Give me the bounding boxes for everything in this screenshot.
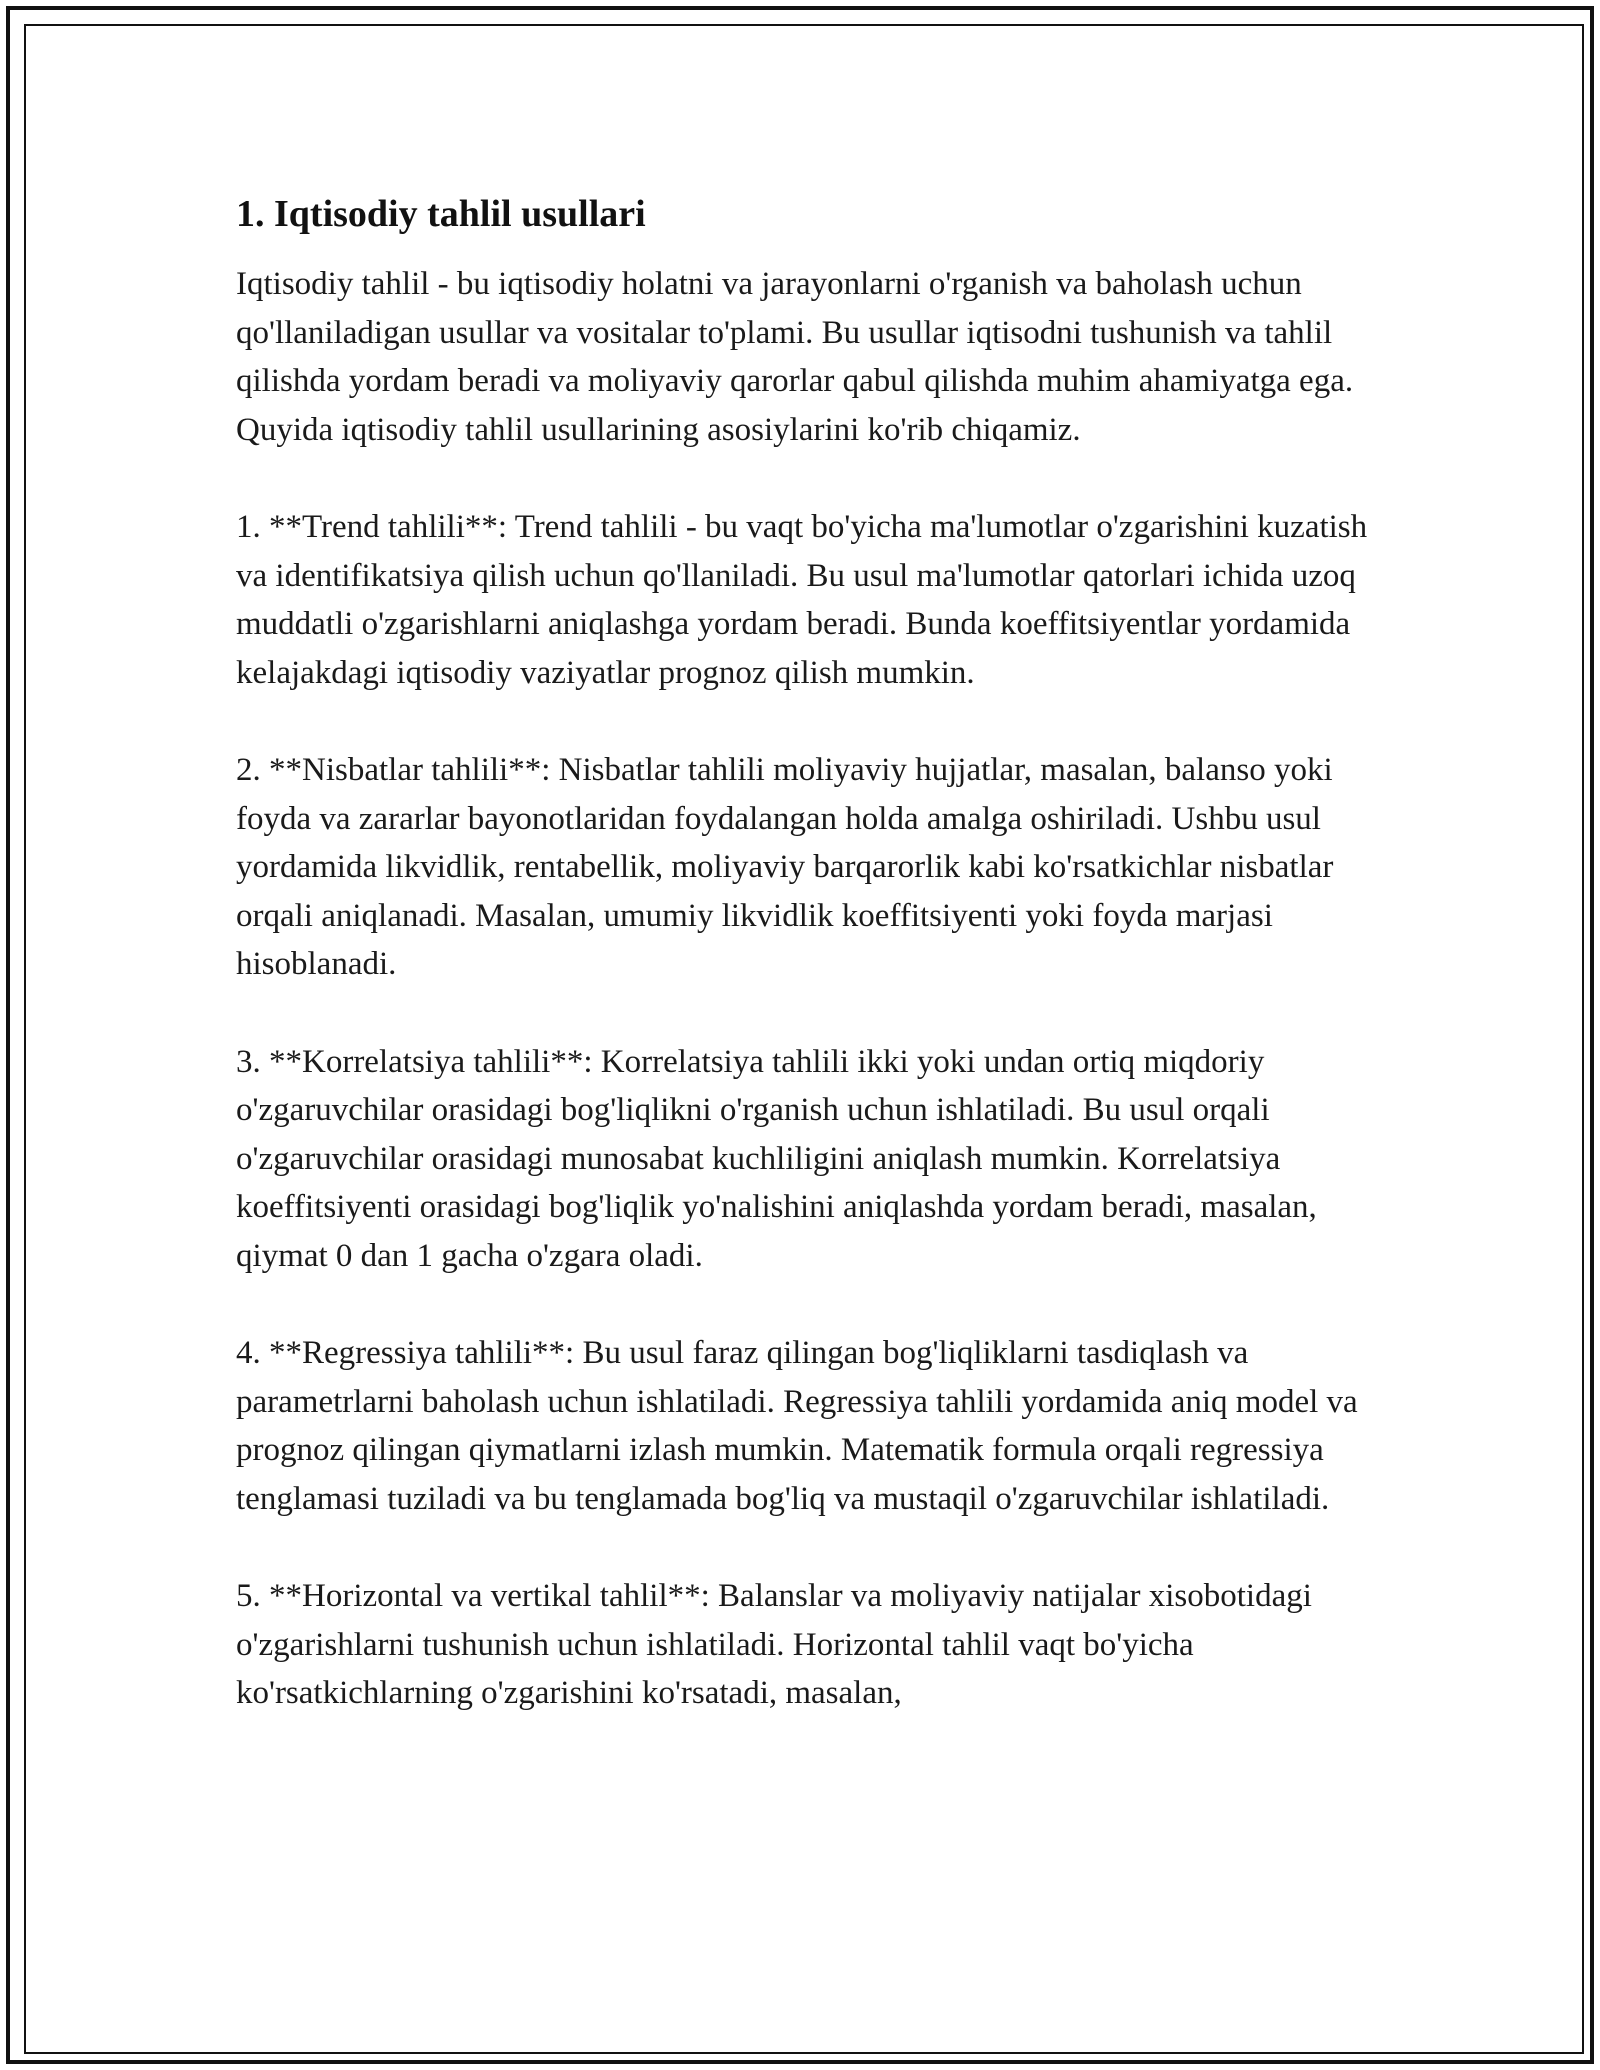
horizontal-vertical-analysis-paragraph: 5. **Horizontal va vertikal tahlil**: Balanslar va moliyaviy natijalar xisobotidagi o'zgarishlarni tushunish uchun ishlatiladi. Horizontal tahlil vaqt bo'yicha ko'rsatkichlarning o'zgarishini ko'rsatadi, masalan, [236,1578,1312,1711]
regression-analysis-paragraph: 4. **Regressiya tahlili**: Bu usul faraz qilingan bog'liqliklarni tasdiqlash va parametrlarni baholash uchun ishlatiladi. Regressiya tahlili yordamida aniq model va prognoz qilingan qiymatlarni izlash mumkin. Matematik formula orqali regressiya tenglamasi tuziladi va bu tenglamada bog'liq va mustaqil o'zgaruvchilar ishlatiladi. [236,1335,1358,1517]
intro-paragraph: Iqtisodiy tahlil - bu iqtisodiy holatni va jarayonlarni o'rganish va baholash uchun qo'llaniladigan usullar va vositalar to'plami. Bu usullar iqtisodni tushunish va tahlil qilishda yordam beradi va moliyaviy qarorlar qabul qilishda muhim ahamiyatga ega. Quyida iqtisodiy tahlil usullarining asosiylarini ko'rib chiqamiz. [236,266,1354,448]
document-body [236,188,1376,1718]
trend-analysis-paragraph: 1. **Trend tahlili**: Trend tahlili - bu vaqt bo'yicha ma'lumotlar o'zgarishini kuzatish va identifikatsiya qilish uchun qo'llaniladi. Bu usul ma'lumotlar qatorlari ichida uzoq muddatli o'zgarishlarni aniqlashga yordam beradi. Bunda koeffitsiyentlar yordamida kelajakdagi iqtisodiy vaziyatlar prognoz qilish mumkin. [236,509,1368,691]
ratio-analysis-paragraph: 2. **Nisbatlar tahlili**: Nisbatlar tahlili moliyaviy hujjatlar, masalan, balanso yoki foyda va zararlar bayonotlaridan foydalangan holda amalga oshiriladi. Ushbu usul yordamida likvidlik, rentabellik, moliyaviy barqarorlik kabi ko'rsatkichlar nisbatlar orqali aniqlanadi. Masalan, umumiy likvidlik koeffitsiyenti yoki foyda marjasi hisoblanadi. [236,752,1334,982]
document-title: 1. Iqtisodiy tahlil usullari [236,193,646,235]
correlation-analysis-paragraph: 3. **Korrelatsiya tahlili**: Korrelatsiya tahlili ikki yoki undan ortiq miqdoriy o'zgaruvchilar orasidagi bog'liqlikni o'rganish uchun ishlatiladi. Bu usul orqali o'zgaruvchilar orasidagi munosabat kuchliligini aniqlash mumkin. Korrelatsiya koeffitsiyenti orasidagi bog'liqlik yo'nalishini aniqlashda yordam beradi, masalan, qiymat 0 dan 1 gacha o'zgara oladi. [236,1043,1317,1274]
